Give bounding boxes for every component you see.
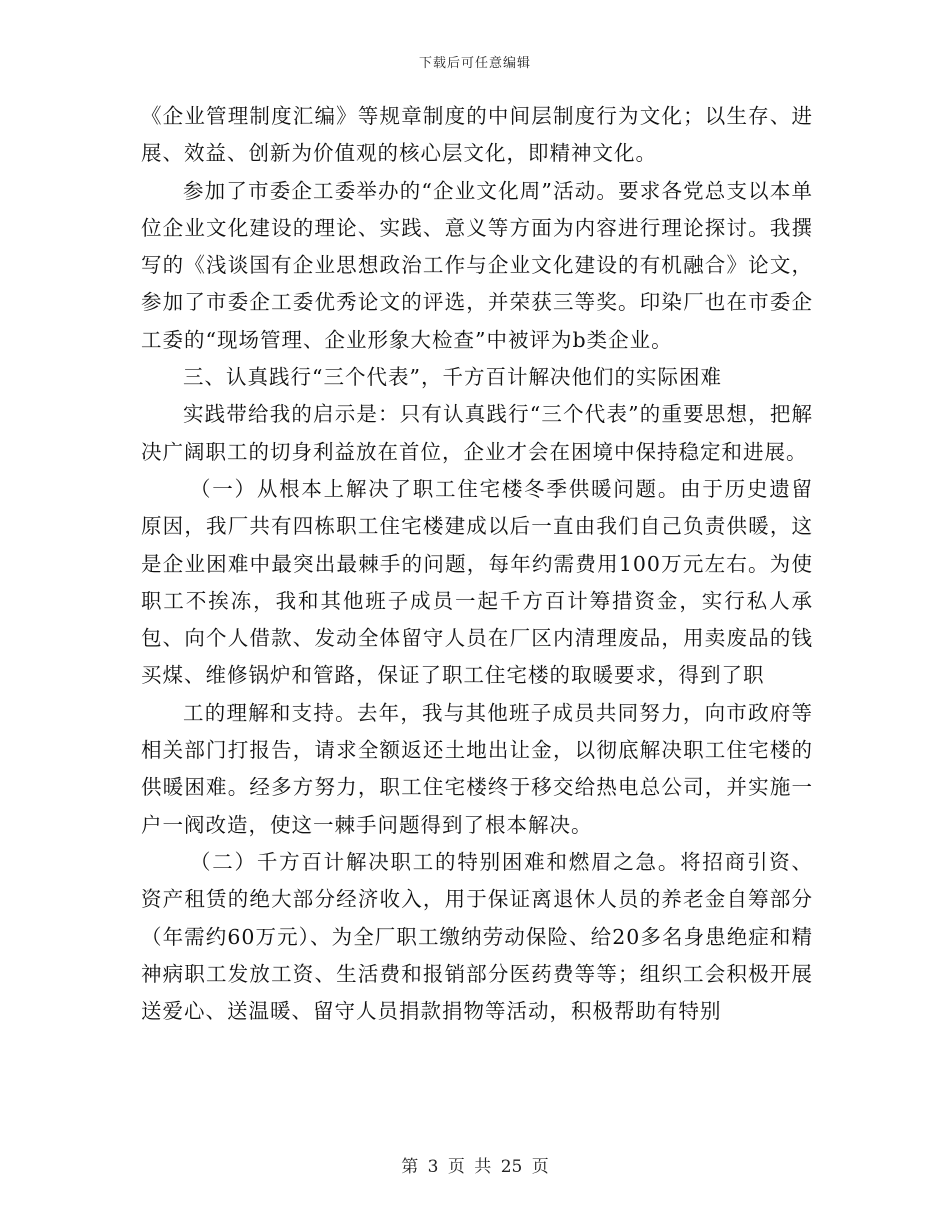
section-heading-three-represents: 三、认真践行“三个代表”，千方百计解决他们的实际困难 — [183, 365, 722, 390]
paragraph-practice-insight: 实践带给我的启示是：只有认真践行“三个代表”的重要思想，把解决广阔职工的切身利益放在首位，企业才会在困境中保持稳定和进展。 — [141, 402, 813, 464]
paragraph-special-difficulties: （二）千方百计解决职工的特别困难和燃眉之急。将招商引资、资产租赁的绝大部分经济收入，用于保证离退休人员的养老金自筹部分（年需约60万元）、为全厂职工缴纳劳动保险、给20多名身患绝症和精神病职工发放工资、生活费和报销部分医药费等等；组织工会积极开展送爱心、送温暖、留守人员捐款捐物等活动，积极帮助有特别 — [141, 849, 813, 1024]
document-body — [141, 98, 813, 1030]
paragraph-heating-resolution: 工的理解和支持。去年，我与其他班子成员共同努力，向市政府等相关部门打报告，请求全额返还土地出让金，以彻底解决职工住宅楼的供暖困难。经多方努力，职工住宅楼终于移交给热电总公司，并实施一户一阀改造，使这一棘手问题得到了根本解决。 — [141, 700, 813, 837]
paragraph-heating-problem: （一）从根本上解决了职工住宅楼冬季供暖问题。由于历史遗留原因，我厂共有四栋职工住宅楼建成以后一直由我们自己负责供暖，这是企业困难中最突出最棘手的问题，每年约需费用100万元左右。为使职工不挨冻，我和其他班子成员一起千方百计筹措资金，实行私人承包、向个人借款、发动全体留守人员在厂区内清理废品，用卖废品的钱买煤、维修锅炉和管路，保证了职工住宅楼的取暖要求，得到了职 — [141, 476, 813, 688]
page-number-footer: 第 3 页 共 25 页 — [401, 1157, 549, 1177]
paragraph-culture-layers: 《企业管理制度汇编》等规章制度的中间层制度行为文化；以生存、进展、效益、创新为价值观的核心层文化，即精神文化。 — [141, 104, 813, 166]
paragraph-culture-week: 参加了市委企工委举办的“企业文化周”活动。要求各党总支以本单位企业文化建设的理论、实践、意义等方面为内容进行理论探讨。我撰写的《浅谈国有企业思想政治工作与企业文化建设的有机融合》论文，参加了市委企工委优秀论文的评选，并荣获三等奖。印染厂也在市委企工委的“现场管理、企业形象大检查”中被评为b类企业。 — [141, 178, 813, 352]
page-header: 下载后可任意编辑 — [418, 56, 531, 71]
